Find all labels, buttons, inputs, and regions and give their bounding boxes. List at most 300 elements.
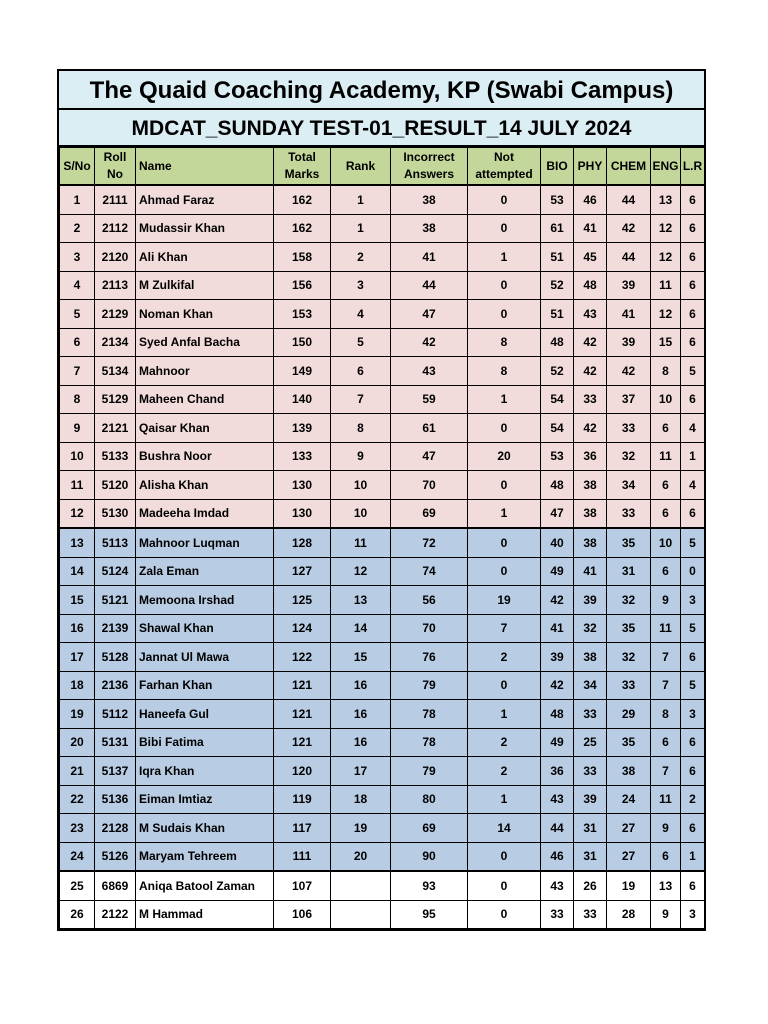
- cell-rank: 18: [331, 785, 391, 814]
- cell-not-attempted: 2: [468, 643, 541, 672]
- cell-bio: 51: [541, 300, 574, 329]
- cell-incorrect: 74: [391, 557, 468, 586]
- cell-eng: 13: [651, 185, 681, 214]
- table-row: [60, 842, 705, 871]
- cell-chem: 37: [607, 385, 651, 414]
- cell-chem: 33: [607, 414, 651, 443]
- cell-name: Ali Khan: [136, 243, 274, 272]
- cell-eng: 6: [651, 499, 681, 528]
- cell-phy: 45: [574, 243, 607, 272]
- cell-eng: 9: [651, 900, 681, 929]
- cell-eng: 6: [651, 728, 681, 757]
- cell-incorrect: 80: [391, 785, 468, 814]
- cell-total: 133: [274, 442, 331, 471]
- cell-roll: 5136: [95, 785, 136, 814]
- cell-eng: 9: [651, 814, 681, 843]
- cell-lr: 1: [681, 442, 705, 471]
- cell-lr: 6: [681, 185, 705, 214]
- cell-phy: 25: [574, 728, 607, 757]
- cell-bio: 48: [541, 700, 574, 729]
- cell-chem: 42: [607, 357, 651, 386]
- cell-not-attempted: 0: [468, 185, 541, 214]
- cell-bio: 42: [541, 671, 574, 700]
- table-row: [60, 357, 705, 386]
- cell-phy: 26: [574, 871, 607, 900]
- cell-roll: 2120: [95, 243, 136, 272]
- cell-eng: 10: [651, 528, 681, 557]
- cell-incorrect: 56: [391, 586, 468, 615]
- cell-chem: 32: [607, 586, 651, 615]
- cell-phy: 48: [574, 271, 607, 300]
- cell-roll: 5121: [95, 586, 136, 615]
- cell-chem: 33: [607, 671, 651, 700]
- cell-incorrect: 78: [391, 700, 468, 729]
- cell-phy: 34: [574, 671, 607, 700]
- column-header-total-marks: Total Marks: [274, 148, 331, 186]
- column-header-chem: CHEM: [607, 148, 651, 186]
- cell-name: Haneefa Gul: [136, 700, 274, 729]
- cell-name: M Sudais Khan: [136, 814, 274, 843]
- column-header-incorrect-answers: Incorrect Answers: [391, 148, 468, 186]
- cell-rank: 6: [331, 357, 391, 386]
- cell-name: Zala Eman: [136, 557, 274, 586]
- cell-total: 125: [274, 586, 331, 615]
- cell-lr: 6: [681, 871, 705, 900]
- cell-phy: 42: [574, 328, 607, 357]
- cell-phy: 41: [574, 214, 607, 243]
- cell-lr: 6: [681, 328, 705, 357]
- cell-bio: 39: [541, 643, 574, 672]
- cell-lr: 6: [681, 300, 705, 329]
- cell-total: 128: [274, 528, 331, 557]
- cell-sno: 9: [60, 414, 95, 443]
- cell-not-attempted: 8: [468, 357, 541, 386]
- cell-lr: 6: [681, 385, 705, 414]
- cell-total: 127: [274, 557, 331, 586]
- cell-lr: 5: [681, 614, 705, 643]
- cell-total: 106: [274, 900, 331, 929]
- cell-incorrect: 70: [391, 614, 468, 643]
- cell-not-attempted: 1: [468, 785, 541, 814]
- cell-bio: 43: [541, 871, 574, 900]
- cell-lr: 6: [681, 757, 705, 786]
- results-body: [60, 185, 705, 929]
- table-row: [60, 785, 705, 814]
- table-row: [60, 614, 705, 643]
- cell-total: 130: [274, 499, 331, 528]
- cell-roll: 2111: [95, 185, 136, 214]
- cell-name: Mudassir Khan: [136, 214, 274, 243]
- cell-roll: 5126: [95, 842, 136, 871]
- cell-eng: 11: [651, 271, 681, 300]
- cell-name: Alisha Khan: [136, 471, 274, 500]
- cell-bio: 42: [541, 586, 574, 615]
- table-row: [60, 757, 705, 786]
- cell-name: Bushra Noor: [136, 442, 274, 471]
- cell-sno: 16: [60, 614, 95, 643]
- cell-phy: 33: [574, 385, 607, 414]
- cell-sno: 23: [60, 814, 95, 843]
- cell-phy: 42: [574, 357, 607, 386]
- cell-roll: 5137: [95, 757, 136, 786]
- cell-name: Madeeha Imdad: [136, 499, 274, 528]
- cell-bio: 49: [541, 728, 574, 757]
- table-row: [60, 643, 705, 672]
- cell-bio: 52: [541, 357, 574, 386]
- cell-not-attempted: 1: [468, 243, 541, 272]
- cell-rank: 5: [331, 328, 391, 357]
- cell-phy: 43: [574, 300, 607, 329]
- cell-total: 158: [274, 243, 331, 272]
- cell-chem: 24: [607, 785, 651, 814]
- cell-lr: 6: [681, 814, 705, 843]
- table-row: [60, 671, 705, 700]
- cell-rank: 3: [331, 271, 391, 300]
- column-header-name: Name: [136, 148, 274, 186]
- cell-phy: 39: [574, 586, 607, 615]
- cell-chem: 39: [607, 328, 651, 357]
- cell-eng: 7: [651, 671, 681, 700]
- cell-rank: 15: [331, 643, 391, 672]
- cell-incorrect: 72: [391, 528, 468, 557]
- cell-bio: 41: [541, 614, 574, 643]
- cell-name: Farhan Khan: [136, 671, 274, 700]
- cell-roll: 5131: [95, 728, 136, 757]
- cell-total: 107: [274, 871, 331, 900]
- cell-sno: 22: [60, 785, 95, 814]
- column-header-bio: BIO: [541, 148, 574, 186]
- cell-eng: 8: [651, 357, 681, 386]
- cell-not-attempted: 0: [468, 300, 541, 329]
- cell-total: 124: [274, 614, 331, 643]
- cell-rank: 20: [331, 842, 391, 871]
- cell-name: Bibi Fatima: [136, 728, 274, 757]
- cell-chem: 42: [607, 214, 651, 243]
- cell-rank: 16: [331, 671, 391, 700]
- cell-not-attempted: 0: [468, 842, 541, 871]
- cell-phy: 31: [574, 814, 607, 843]
- cell-lr: 5: [681, 671, 705, 700]
- cell-eng: 6: [651, 471, 681, 500]
- cell-lr: 4: [681, 471, 705, 500]
- cell-lr: 2: [681, 785, 705, 814]
- table-row: [60, 700, 705, 729]
- cell-roll: 2113: [95, 271, 136, 300]
- cell-name: Aniqa Batool Zaman: [136, 871, 274, 900]
- cell-phy: 39: [574, 785, 607, 814]
- table-row: [60, 728, 705, 757]
- cell-not-attempted: 0: [468, 871, 541, 900]
- cell-eng: 11: [651, 785, 681, 814]
- cell-sno: 11: [60, 471, 95, 500]
- cell-total: 121: [274, 700, 331, 729]
- cell-incorrect: 59: [391, 385, 468, 414]
- cell-total: 120: [274, 757, 331, 786]
- cell-roll: 5120: [95, 471, 136, 500]
- cell-lr: 6: [681, 243, 705, 272]
- column-header-not-attempted: Not attempted: [468, 148, 541, 186]
- table-row: [60, 271, 705, 300]
- cell-rank: 8: [331, 414, 391, 443]
- cell-not-attempted: 7: [468, 614, 541, 643]
- cell-sno: 17: [60, 643, 95, 672]
- test-result-title: MDCAT_SUNDAY TEST-01_RESULT_14 JULY 2024: [59, 110, 704, 147]
- cell-not-attempted: 1: [468, 499, 541, 528]
- cell-roll: 5112: [95, 700, 136, 729]
- cell-not-attempted: 0: [468, 414, 541, 443]
- table-row: [60, 499, 705, 528]
- cell-phy: 33: [574, 900, 607, 929]
- cell-eng: 6: [651, 842, 681, 871]
- cell-rank: 10: [331, 471, 391, 500]
- cell-lr: 5: [681, 528, 705, 557]
- cell-eng: 12: [651, 300, 681, 329]
- cell-sno: 21: [60, 757, 95, 786]
- cell-eng: 13: [651, 871, 681, 900]
- cell-phy: 46: [574, 185, 607, 214]
- cell-roll: 2128: [95, 814, 136, 843]
- cell-eng: 9: [651, 586, 681, 615]
- cell-not-attempted: 1: [468, 700, 541, 729]
- cell-chem: 34: [607, 471, 651, 500]
- cell-phy: 38: [574, 499, 607, 528]
- column-header-sno: S/No: [60, 148, 95, 186]
- cell-sno: 6: [60, 328, 95, 357]
- cell-lr: 6: [681, 728, 705, 757]
- cell-bio: 48: [541, 328, 574, 357]
- cell-name: Memoona Irshad: [136, 586, 274, 615]
- table-row: [60, 442, 705, 471]
- cell-chem: 27: [607, 814, 651, 843]
- cell-rank: 14: [331, 614, 391, 643]
- cell-incorrect: 78: [391, 728, 468, 757]
- cell-chem: 35: [607, 728, 651, 757]
- cell-chem: 32: [607, 442, 651, 471]
- cell-total: 130: [274, 471, 331, 500]
- cell-not-attempted: 1: [468, 385, 541, 414]
- cell-bio: 53: [541, 442, 574, 471]
- cell-incorrect: 43: [391, 357, 468, 386]
- cell-name: Qaisar Khan: [136, 414, 274, 443]
- table-row: [60, 185, 705, 214]
- cell-phy: 38: [574, 471, 607, 500]
- cell-not-attempted: 20: [468, 442, 541, 471]
- cell-sno: 25: [60, 871, 95, 900]
- cell-eng: 12: [651, 243, 681, 272]
- cell-incorrect: 61: [391, 414, 468, 443]
- table-header-row: [60, 148, 705, 186]
- cell-bio: 43: [541, 785, 574, 814]
- cell-not-attempted: 0: [468, 900, 541, 929]
- cell-not-attempted: 2: [468, 728, 541, 757]
- cell-incorrect: 47: [391, 442, 468, 471]
- column-header-eng: ENG: [651, 148, 681, 186]
- cell-name: M Hammad: [136, 900, 274, 929]
- cell-bio: 47: [541, 499, 574, 528]
- cell-lr: 3: [681, 586, 705, 615]
- cell-not-attempted: 8: [468, 328, 541, 357]
- cell-name: Ahmad Faraz: [136, 185, 274, 214]
- cell-eng: 6: [651, 557, 681, 586]
- cell-eng: 6: [651, 414, 681, 443]
- cell-total: 122: [274, 643, 331, 672]
- cell-roll: 2112: [95, 214, 136, 243]
- cell-total: 111: [274, 842, 331, 871]
- cell-rank: 7: [331, 385, 391, 414]
- cell-sno: 13: [60, 528, 95, 557]
- cell-rank: 11: [331, 528, 391, 557]
- cell-chem: 41: [607, 300, 651, 329]
- cell-chem: 35: [607, 528, 651, 557]
- cell-sno: 12: [60, 499, 95, 528]
- table-row: [60, 557, 705, 586]
- cell-not-attempted: 0: [468, 214, 541, 243]
- cell-incorrect: 79: [391, 671, 468, 700]
- cell-incorrect: 93: [391, 871, 468, 900]
- cell-lr: 6: [681, 643, 705, 672]
- cell-incorrect: 69: [391, 814, 468, 843]
- cell-sno: 19: [60, 700, 95, 729]
- cell-phy: 33: [574, 757, 607, 786]
- cell-sno: 5: [60, 300, 95, 329]
- cell-bio: 33: [541, 900, 574, 929]
- cell-chem: 28: [607, 900, 651, 929]
- cell-name: Maryam Tehreem: [136, 842, 274, 871]
- cell-bio: 46: [541, 842, 574, 871]
- cell-eng: 15: [651, 328, 681, 357]
- cell-total: 150: [274, 328, 331, 357]
- cell-chem: 44: [607, 243, 651, 272]
- cell-not-attempted: 19: [468, 586, 541, 615]
- cell-rank: 12: [331, 557, 391, 586]
- table-row: [60, 900, 705, 929]
- cell-rank: 16: [331, 728, 391, 757]
- table-row: [60, 528, 705, 557]
- cell-sno: 8: [60, 385, 95, 414]
- cell-rank: 17: [331, 757, 391, 786]
- cell-phy: 36: [574, 442, 607, 471]
- cell-rank: [331, 900, 391, 929]
- cell-rank: 19: [331, 814, 391, 843]
- cell-total: 140: [274, 385, 331, 414]
- cell-incorrect: 38: [391, 214, 468, 243]
- cell-chem: 27: [607, 842, 651, 871]
- cell-not-attempted: 2: [468, 757, 541, 786]
- cell-chem: 44: [607, 185, 651, 214]
- cell-name: Jannat Ul Mawa: [136, 643, 274, 672]
- cell-eng: 12: [651, 214, 681, 243]
- cell-rank: 1: [331, 214, 391, 243]
- cell-sno: 2: [60, 214, 95, 243]
- cell-sno: 20: [60, 728, 95, 757]
- cell-name: Maheen Chand: [136, 385, 274, 414]
- cell-chem: 29: [607, 700, 651, 729]
- cell-roll: 5129: [95, 385, 136, 414]
- cell-phy: 31: [574, 842, 607, 871]
- column-header-rank: Rank: [331, 148, 391, 186]
- cell-bio: 52: [541, 271, 574, 300]
- cell-sno: 1: [60, 185, 95, 214]
- cell-name: Mahnoor Luqman: [136, 528, 274, 557]
- table-row: [60, 871, 705, 900]
- cell-total: 139: [274, 414, 331, 443]
- cell-eng: 8: [651, 700, 681, 729]
- cell-lr: 5: [681, 357, 705, 386]
- cell-incorrect: 38: [391, 185, 468, 214]
- cell-roll: 5130: [95, 499, 136, 528]
- cell-phy: 33: [574, 700, 607, 729]
- cell-chem: 38: [607, 757, 651, 786]
- cell-bio: 51: [541, 243, 574, 272]
- cell-not-attempted: 0: [468, 471, 541, 500]
- cell-roll: 2122: [95, 900, 136, 929]
- cell-name: Syed Anfal Bacha: [136, 328, 274, 357]
- cell-incorrect: 42: [391, 328, 468, 357]
- cell-chem: 32: [607, 643, 651, 672]
- cell-lr: 6: [681, 271, 705, 300]
- cell-total: 119: [274, 785, 331, 814]
- cell-name: M Zulkifal: [136, 271, 274, 300]
- cell-incorrect: 41: [391, 243, 468, 272]
- cell-total: 153: [274, 300, 331, 329]
- cell-not-attempted: 0: [468, 557, 541, 586]
- cell-total: 121: [274, 728, 331, 757]
- cell-roll: 2134: [95, 328, 136, 357]
- cell-incorrect: 76: [391, 643, 468, 672]
- cell-incorrect: 70: [391, 471, 468, 500]
- cell-eng: 7: [651, 643, 681, 672]
- cell-sno: 7: [60, 357, 95, 386]
- cell-sno: 15: [60, 586, 95, 615]
- cell-name: Eiman Imtiaz: [136, 785, 274, 814]
- cell-sno: 24: [60, 842, 95, 871]
- academy-title: The Quaid Coaching Academy, KP (Swabi Campus): [59, 71, 704, 110]
- cell-lr: 0: [681, 557, 705, 586]
- cell-roll: 5128: [95, 643, 136, 672]
- cell-lr: 3: [681, 900, 705, 929]
- cell-chem: 39: [607, 271, 651, 300]
- cell-roll: 2121: [95, 414, 136, 443]
- cell-not-attempted: 14: [468, 814, 541, 843]
- cell-bio: 48: [541, 471, 574, 500]
- cell-roll: 2139: [95, 614, 136, 643]
- cell-sno: 26: [60, 900, 95, 929]
- table-row: [60, 300, 705, 329]
- cell-name: Noman Khan: [136, 300, 274, 329]
- cell-incorrect: 69: [391, 499, 468, 528]
- cell-roll: 5113: [95, 528, 136, 557]
- cell-bio: 36: [541, 757, 574, 786]
- cell-sno: 10: [60, 442, 95, 471]
- cell-bio: 44: [541, 814, 574, 843]
- cell-total: 162: [274, 185, 331, 214]
- cell-eng: 10: [651, 385, 681, 414]
- table-row: [60, 414, 705, 443]
- cell-incorrect: 44: [391, 271, 468, 300]
- table-row: [60, 214, 705, 243]
- cell-chem: 33: [607, 499, 651, 528]
- cell-bio: 54: [541, 385, 574, 414]
- cell-rank: 4: [331, 300, 391, 329]
- cell-rank: 16: [331, 700, 391, 729]
- cell-total: 149: [274, 357, 331, 386]
- result-sheet: [57, 69, 706, 931]
- cell-incorrect: 79: [391, 757, 468, 786]
- cell-bio: 54: [541, 414, 574, 443]
- cell-name: Mahnoor: [136, 357, 274, 386]
- cell-roll: 6869: [95, 871, 136, 900]
- cell-total: 117: [274, 814, 331, 843]
